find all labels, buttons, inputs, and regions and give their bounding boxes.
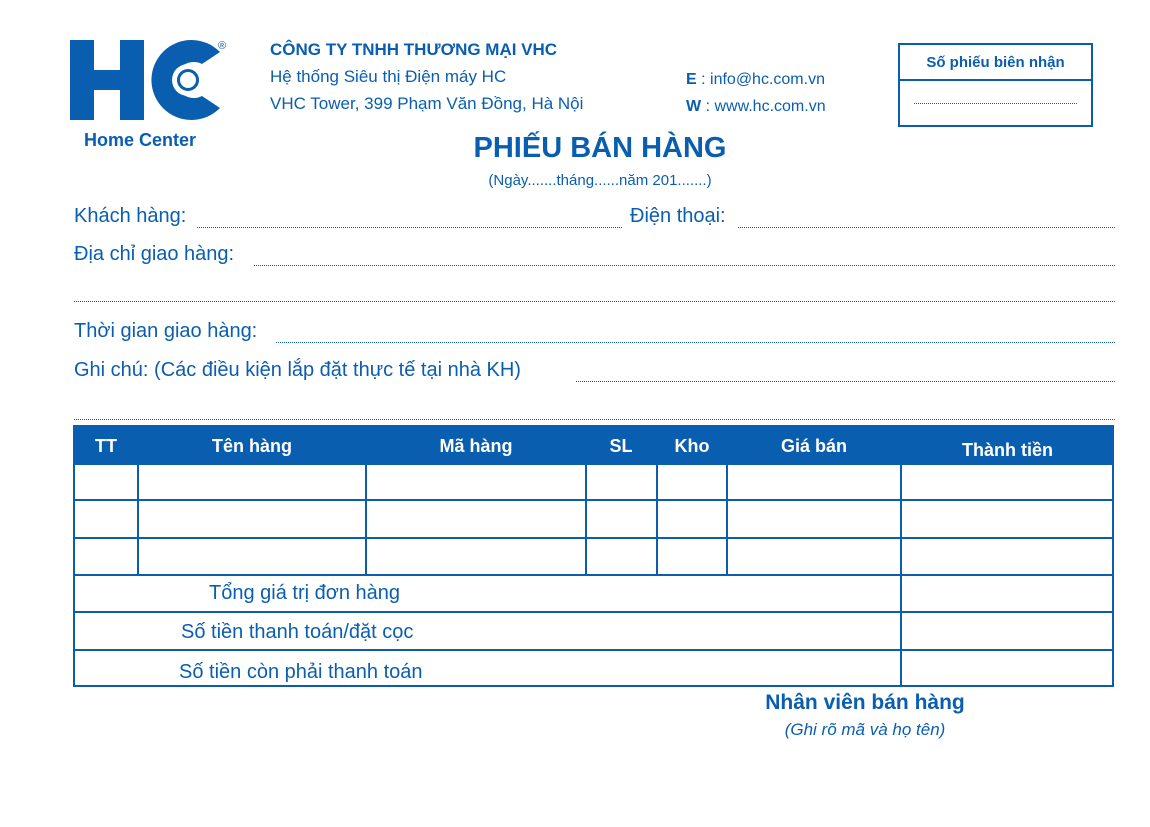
receipt-number-line xyxy=(914,103,1077,104)
company-info xyxy=(270,36,583,117)
contact-info xyxy=(686,66,826,120)
note-line-2 xyxy=(74,419,1115,420)
col-divider xyxy=(585,465,587,575)
receipt-number-box xyxy=(898,43,1093,127)
col-header-tt: TT xyxy=(95,435,117,456)
email-label: E xyxy=(686,71,697,88)
phone-line xyxy=(738,227,1115,228)
col-header-price: Giá bán xyxy=(780,435,847,456)
note-line xyxy=(576,381,1115,382)
company-name: CÔNG TY TNHH THƯƠNG MẠI VHC xyxy=(270,40,558,59)
date-line: (Ngày.......tháng......năm 201.......) xyxy=(488,172,712,189)
col-divider xyxy=(137,465,139,575)
col-header-warehouse: Kho xyxy=(674,435,710,456)
signature-title: Nhân viên bán hàng xyxy=(765,691,965,714)
company-system: Hệ thống Siêu thị Điện máy HC xyxy=(270,67,507,86)
email-value: : info@hc.com.vn xyxy=(701,71,825,88)
note-label: Ghi chú: (Các điều kiện lắp đặt thực tế tại nhà KH) xyxy=(74,359,521,381)
col-divider xyxy=(365,465,367,575)
customer-label: Khách hàng: xyxy=(74,205,187,227)
col-divider xyxy=(656,465,658,575)
delivery-time-line xyxy=(276,342,1115,343)
col-header-quantity: SL xyxy=(609,435,633,456)
customer-line xyxy=(197,227,622,228)
delivery-address-line xyxy=(254,265,1115,266)
web-value: : www.hc.com.vn xyxy=(705,98,826,115)
delivery-address-label: Địa chỉ giao hàng: xyxy=(74,243,235,265)
paid-label: Số tiền thanh toán/đặt cọc xyxy=(181,621,414,643)
phone-label: Điện thoại: xyxy=(630,205,726,227)
receipt-number-label: Số phiếu biên nhận xyxy=(900,45,1091,81)
delivery-time-label: Thời gian giao hàng: xyxy=(74,320,258,342)
registered-mark: ® xyxy=(218,40,227,52)
col-header-item-code: Mã hàng xyxy=(439,435,513,456)
row-divider xyxy=(75,649,1112,651)
company-address: VHC Tower, 399 Phạm Văn Đồng, Hà Nội xyxy=(270,94,584,113)
hc-logo-mark xyxy=(70,40,220,120)
remaining-label: Số tiền còn phải thanh toán xyxy=(179,661,423,683)
col-divider xyxy=(726,465,728,575)
row-divider xyxy=(75,611,1112,613)
col-divider xyxy=(900,465,902,687)
brand-tagline: Home Center xyxy=(84,130,197,150)
table-header xyxy=(75,427,1112,465)
delivery-address-line-2 xyxy=(74,301,1115,302)
signature-note: (Ghi rõ mã và họ tên) xyxy=(784,720,946,739)
row-divider xyxy=(75,499,1112,501)
row-divider xyxy=(75,537,1112,539)
col-header-item-name: Tên hàng xyxy=(212,435,292,456)
col-header-amount: Thành tiền xyxy=(962,439,1053,460)
total-label: Tổng giá trị đơn hàng xyxy=(209,582,401,604)
row-divider xyxy=(75,574,1112,576)
page-title: PHIẾU BÁN HÀNG xyxy=(473,132,727,164)
web-label: W xyxy=(686,98,702,115)
items-table xyxy=(73,425,1114,687)
